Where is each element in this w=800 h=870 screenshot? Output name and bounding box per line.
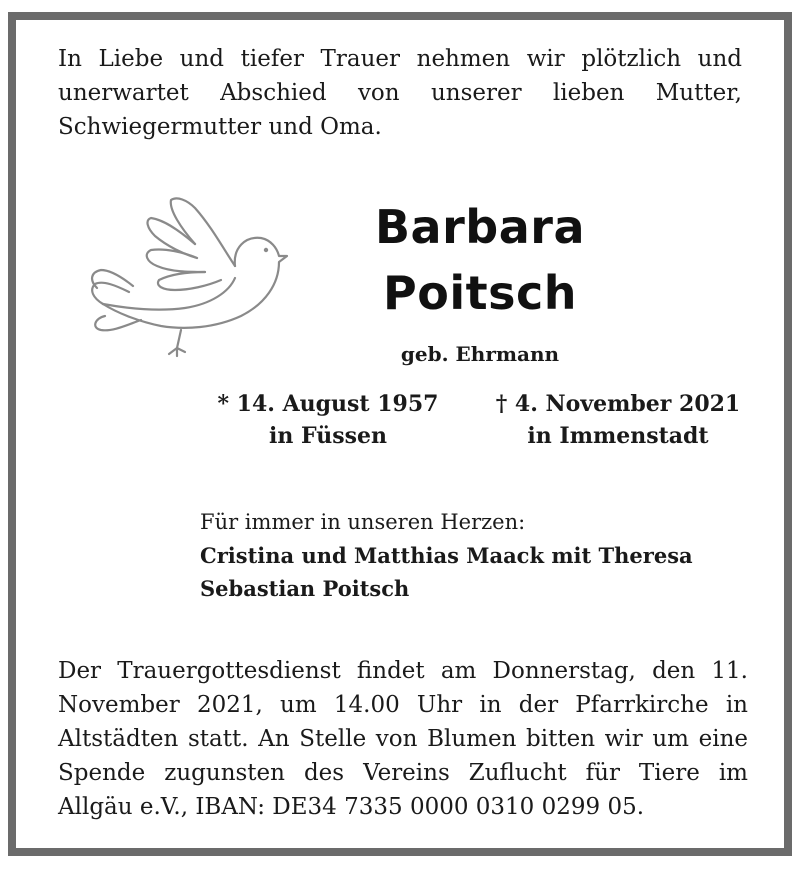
mourners-lead: Für immer in unseren Herzen: [200,510,526,534]
mourners-block [200,506,760,605]
birth-place: in Füssen [268,423,387,449]
maiden-name: geb. Ehrmann [400,342,560,366]
mourner-name: Cristina und Matthias Maack mit Theresa [200,543,693,568]
death-place: in Immenstadt [527,423,709,449]
death-info [478,388,758,452]
birth-date: * 14. August 1957 [217,391,439,417]
last-name: Poitsch [383,266,577,320]
birth-info [200,388,456,452]
dove-icon [85,188,290,358]
intro-text: In Liebe und tiefer Trauer nehmen wir plötzlich und unerwartet Abschied von unserer lieben Mutter, Schwiegermutter und Oma. [58,46,742,140]
first-name: Barbara [375,200,585,254]
mourner-name: Sebastian Poitsch [200,576,410,601]
death-date: † 4. November 2021 [495,391,741,417]
service-text: Der Trauergottesdienst findet am Donnerstag, den 11. November 2021, um 14.00 Uhr in der Pfarrkirche in Altstädten statt. An Stelle von Blumen bitten wir um eine Spende zugunsten des Vereins Zuflucht für Tiere im Allgäu e.V., IBAN: DE34 7335 0000 0310 0299 05. [58,658,748,820]
